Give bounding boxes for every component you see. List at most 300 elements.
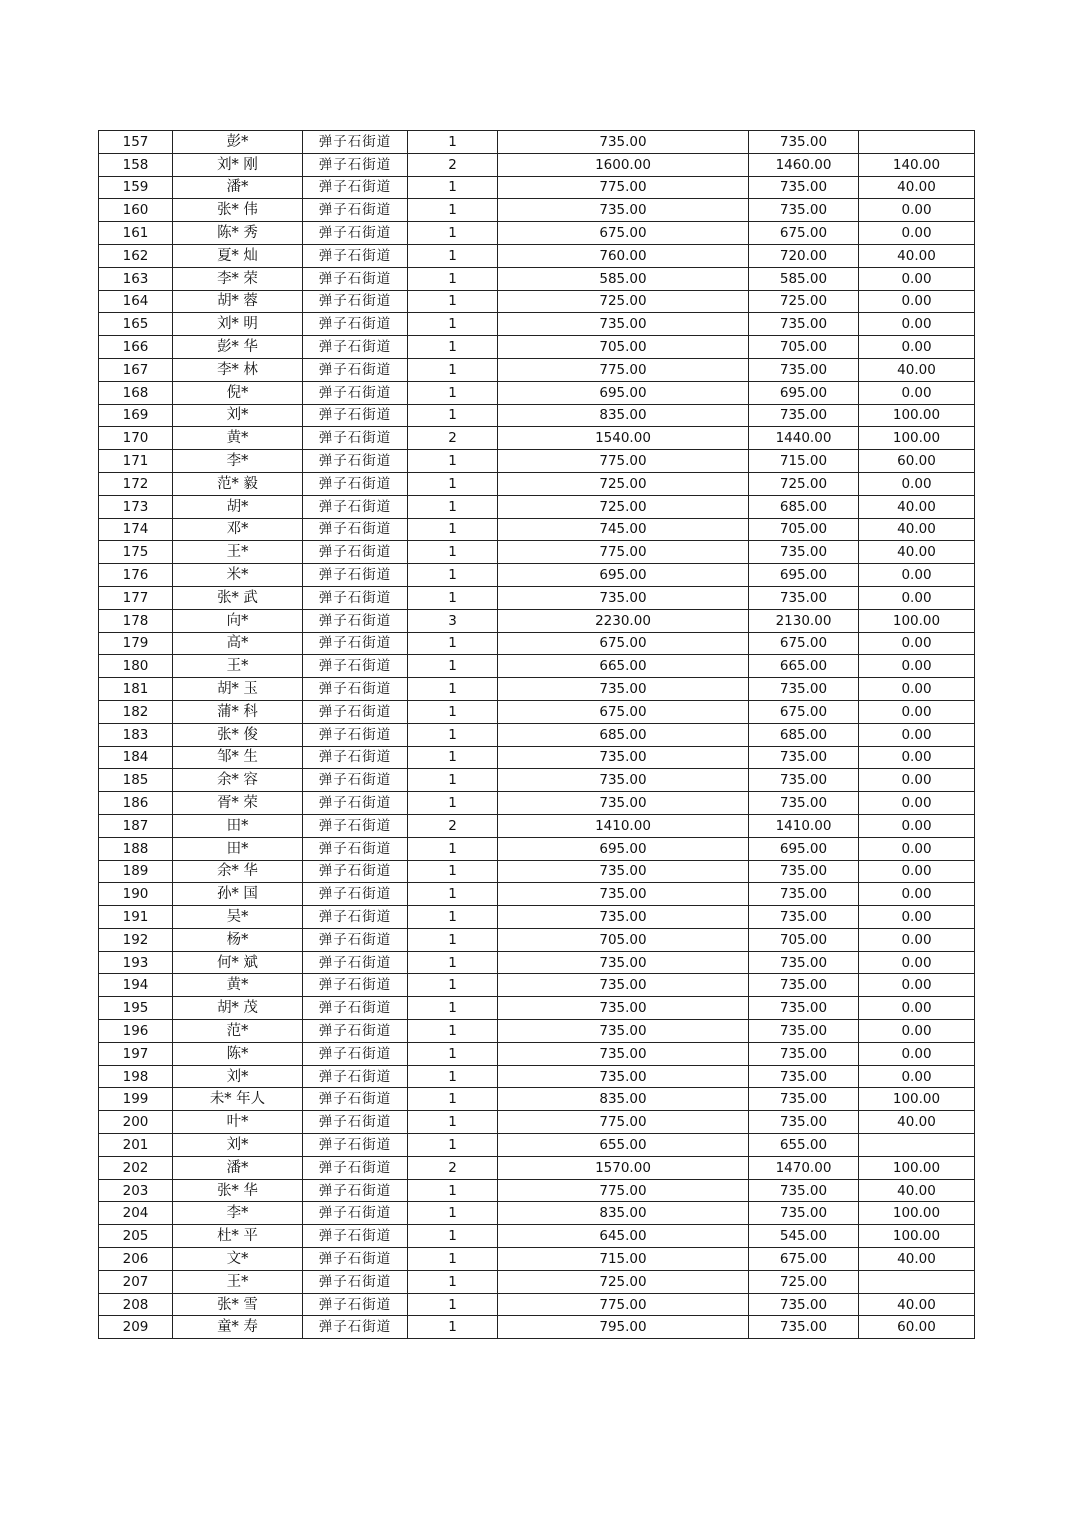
difference-amount-cell: 0.00 <box>859 267 975 290</box>
resident-name-cell: 李* 荣 <box>173 267 303 290</box>
resident-name-cell: 刘* 明 <box>173 313 303 336</box>
street-name-cell: 弹子石街道 <box>303 1111 408 1134</box>
row-number-cell: 202 <box>99 1156 173 1179</box>
difference-amount-cell: 40.00 <box>859 518 975 541</box>
resident-name-cell: 刘* <box>173 404 303 427</box>
total-amount-cell: 735.00 <box>498 746 749 769</box>
street-name-cell: 弹子石街道 <box>303 951 408 974</box>
resident-name-cell: 刘* <box>173 1065 303 1088</box>
total-amount-cell: 835.00 <box>498 1202 749 1225</box>
row-number-cell: 187 <box>99 814 173 837</box>
row-number-cell: 176 <box>99 564 173 587</box>
household-count-cell: 1 <box>408 244 498 267</box>
total-amount-cell: 835.00 <box>498 1088 749 1111</box>
household-count-cell: 1 <box>408 906 498 929</box>
row-number-cell: 169 <box>99 404 173 427</box>
row-number-cell: 192 <box>99 928 173 951</box>
row-number-cell: 195 <box>99 997 173 1020</box>
difference-amount-cell: 0.00 <box>859 928 975 951</box>
standard-amount-cell: 735.00 <box>749 1042 859 1065</box>
total-amount-cell: 2230.00 <box>498 609 749 632</box>
total-amount-cell: 1600.00 <box>498 153 749 176</box>
household-count-cell: 1 <box>408 655 498 678</box>
resident-name-cell: 潘* <box>173 176 303 199</box>
resident-name-cell: 叶* <box>173 1111 303 1134</box>
street-name-cell: 弹子石街道 <box>303 267 408 290</box>
row-number-cell: 185 <box>99 769 173 792</box>
standard-amount-cell: 735.00 <box>749 1179 859 1202</box>
total-amount-cell: 735.00 <box>498 951 749 974</box>
household-count-cell: 1 <box>408 267 498 290</box>
standard-amount-cell: 685.00 <box>749 723 859 746</box>
household-count-cell: 1 <box>408 450 498 473</box>
table-body <box>99 131 975 1339</box>
household-count-cell: 1 <box>408 746 498 769</box>
difference-amount-cell <box>859 131 975 154</box>
household-count-cell: 1 <box>408 678 498 701</box>
table-row <box>99 974 975 997</box>
standard-amount-cell: 735.00 <box>749 131 859 154</box>
resident-name-cell: 童* 寿 <box>173 1316 303 1339</box>
difference-amount-cell: 0.00 <box>859 906 975 929</box>
standard-amount-cell: 735.00 <box>749 997 859 1020</box>
difference-amount-cell: 40.00 <box>859 1293 975 1316</box>
row-number-cell: 159 <box>99 176 173 199</box>
street-name-cell: 弹子石街道 <box>303 153 408 176</box>
resident-name-cell: 黄* <box>173 974 303 997</box>
resident-name-cell: 范* <box>173 1020 303 1043</box>
household-count-cell: 1 <box>408 860 498 883</box>
household-count-cell: 1 <box>408 632 498 655</box>
street-name-cell: 弹子石街道 <box>303 564 408 587</box>
table-row <box>99 678 975 701</box>
street-name-cell: 弹子石街道 <box>303 1270 408 1293</box>
total-amount-cell: 735.00 <box>498 1065 749 1088</box>
total-amount-cell: 685.00 <box>498 723 749 746</box>
table-row <box>99 1202 975 1225</box>
total-amount-cell: 745.00 <box>498 518 749 541</box>
street-name-cell: 弹子石街道 <box>303 131 408 154</box>
table-row <box>99 632 975 655</box>
standard-amount-cell: 725.00 <box>749 290 859 313</box>
street-name-cell: 弹子石街道 <box>303 336 408 359</box>
household-count-cell: 3 <box>408 609 498 632</box>
row-number-cell: 170 <box>99 427 173 450</box>
street-name-cell: 弹子石街道 <box>303 1293 408 1316</box>
street-name-cell: 弹子石街道 <box>303 860 408 883</box>
street-name-cell: 弹子石街道 <box>303 358 408 381</box>
standard-amount-cell: 705.00 <box>749 336 859 359</box>
household-count-cell: 2 <box>408 1156 498 1179</box>
resident-name-cell: 胡* 茂 <box>173 997 303 1020</box>
standard-amount-cell: 715.00 <box>749 450 859 473</box>
table-row <box>99 609 975 632</box>
total-amount-cell: 775.00 <box>498 541 749 564</box>
table-row <box>99 199 975 222</box>
total-amount-cell: 675.00 <box>498 700 749 723</box>
table-row <box>99 1316 975 1339</box>
household-count-cell: 1 <box>408 1293 498 1316</box>
row-number-cell: 201 <box>99 1134 173 1157</box>
total-amount-cell: 665.00 <box>498 655 749 678</box>
difference-amount-cell <box>859 1270 975 1293</box>
standard-amount-cell: 705.00 <box>749 928 859 951</box>
standard-amount-cell: 2130.00 <box>749 609 859 632</box>
row-number-cell: 188 <box>99 837 173 860</box>
difference-amount-cell: 0.00 <box>859 1065 975 1088</box>
row-number-cell: 172 <box>99 472 173 495</box>
standard-amount-cell: 1440.00 <box>749 427 859 450</box>
standard-amount-cell: 1470.00 <box>749 1156 859 1179</box>
table-row <box>99 1065 975 1088</box>
resident-name-cell: 胡* 玉 <box>173 678 303 701</box>
table-row <box>99 541 975 564</box>
difference-amount-cell: 0.00 <box>859 792 975 815</box>
total-amount-cell: 725.00 <box>498 472 749 495</box>
street-name-cell: 弹子石街道 <box>303 700 408 723</box>
household-count-cell: 1 <box>408 1065 498 1088</box>
table-row <box>99 1042 975 1065</box>
row-number-cell: 204 <box>99 1202 173 1225</box>
household-count-cell: 1 <box>408 792 498 815</box>
total-amount-cell: 705.00 <box>498 336 749 359</box>
street-name-cell: 弹子石街道 <box>303 586 408 609</box>
table-row <box>99 153 975 176</box>
standard-amount-cell: 735.00 <box>749 974 859 997</box>
difference-amount-cell: 40.00 <box>859 176 975 199</box>
row-number-cell: 168 <box>99 381 173 404</box>
household-count-cell: 1 <box>408 997 498 1020</box>
row-number-cell: 165 <box>99 313 173 336</box>
table-row <box>99 769 975 792</box>
resident-name-cell: 倪* <box>173 381 303 404</box>
total-amount-cell: 725.00 <box>498 495 749 518</box>
table-row <box>99 951 975 974</box>
total-amount-cell: 775.00 <box>498 358 749 381</box>
row-number-cell: 209 <box>99 1316 173 1339</box>
standard-amount-cell: 735.00 <box>749 951 859 974</box>
row-number-cell: 193 <box>99 951 173 974</box>
row-number-cell: 158 <box>99 153 173 176</box>
table-row <box>99 222 975 245</box>
street-name-cell: 弹子石街道 <box>303 1179 408 1202</box>
row-number-cell: 189 <box>99 860 173 883</box>
total-amount-cell: 775.00 <box>498 1293 749 1316</box>
street-name-cell: 弹子石街道 <box>303 1248 408 1271</box>
household-count-cell: 1 <box>408 1111 498 1134</box>
household-count-cell: 1 <box>408 495 498 518</box>
household-count-cell: 1 <box>408 564 498 587</box>
resident-name-cell: 张* 华 <box>173 1179 303 1202</box>
row-number-cell: 161 <box>99 222 173 245</box>
street-name-cell: 弹子石街道 <box>303 746 408 769</box>
row-number-cell: 166 <box>99 336 173 359</box>
household-count-cell: 1 <box>408 1088 498 1111</box>
street-name-cell: 弹子石街道 <box>303 381 408 404</box>
table-row <box>99 586 975 609</box>
row-number-cell: 196 <box>99 1020 173 1043</box>
resident-name-cell: 张* 俊 <box>173 723 303 746</box>
difference-amount-cell: 0.00 <box>859 290 975 313</box>
table-row <box>99 883 975 906</box>
total-amount-cell: 705.00 <box>498 928 749 951</box>
total-amount-cell: 585.00 <box>498 267 749 290</box>
standard-amount-cell: 735.00 <box>749 678 859 701</box>
row-number-cell: 173 <box>99 495 173 518</box>
total-amount-cell: 675.00 <box>498 632 749 655</box>
resident-name-cell: 刘* 刚 <box>173 153 303 176</box>
difference-amount-cell: 0.00 <box>859 632 975 655</box>
table-row <box>99 313 975 336</box>
table-row <box>99 244 975 267</box>
street-name-cell: 弹子石街道 <box>303 928 408 951</box>
household-count-cell: 1 <box>408 358 498 381</box>
street-name-cell: 弹子石街道 <box>303 244 408 267</box>
difference-amount-cell: 0.00 <box>859 723 975 746</box>
street-name-cell: 弹子石街道 <box>303 427 408 450</box>
household-count-cell: 1 <box>408 1202 498 1225</box>
resident-name-cell: 未* 年人 <box>173 1088 303 1111</box>
total-amount-cell: 775.00 <box>498 1111 749 1134</box>
total-amount-cell: 695.00 <box>498 381 749 404</box>
standard-amount-cell: 735.00 <box>749 313 859 336</box>
table-row <box>99 906 975 929</box>
difference-amount-cell: 0.00 <box>859 837 975 860</box>
standard-amount-cell: 695.00 <box>749 837 859 860</box>
household-count-cell: 2 <box>408 153 498 176</box>
total-amount-cell: 735.00 <box>498 997 749 1020</box>
table-row <box>99 928 975 951</box>
household-count-cell: 1 <box>408 176 498 199</box>
difference-amount-cell: 0.00 <box>859 381 975 404</box>
total-amount-cell: 735.00 <box>498 974 749 997</box>
street-name-cell: 弹子石街道 <box>303 997 408 1020</box>
resident-name-cell: 田* <box>173 814 303 837</box>
resident-name-cell: 杜* 平 <box>173 1225 303 1248</box>
difference-amount-cell: 0.00 <box>859 951 975 974</box>
street-name-cell: 弹子石街道 <box>303 792 408 815</box>
standard-amount-cell: 735.00 <box>749 1065 859 1088</box>
household-count-cell: 1 <box>408 541 498 564</box>
row-number-cell: 198 <box>99 1065 173 1088</box>
resident-name-cell: 胡* <box>173 495 303 518</box>
row-number-cell: 160 <box>99 199 173 222</box>
total-amount-cell: 725.00 <box>498 1270 749 1293</box>
table-row <box>99 792 975 815</box>
total-amount-cell: 715.00 <box>498 1248 749 1271</box>
standard-amount-cell: 735.00 <box>749 860 859 883</box>
resident-name-cell: 胡* 蓉 <box>173 290 303 313</box>
difference-amount-cell: 40.00 <box>859 541 975 564</box>
household-count-cell: 1 <box>408 928 498 951</box>
difference-amount-cell: 0.00 <box>859 1042 975 1065</box>
table-row <box>99 1156 975 1179</box>
standard-amount-cell: 735.00 <box>749 792 859 815</box>
resident-name-cell: 邹* 生 <box>173 746 303 769</box>
resident-name-cell: 范* 毅 <box>173 472 303 495</box>
standard-amount-cell: 735.00 <box>749 1020 859 1043</box>
standard-amount-cell: 725.00 <box>749 1270 859 1293</box>
household-count-cell: 1 <box>408 1179 498 1202</box>
table-row <box>99 472 975 495</box>
total-amount-cell: 775.00 <box>498 1179 749 1202</box>
total-amount-cell: 735.00 <box>498 860 749 883</box>
resident-name-cell: 陈* 秀 <box>173 222 303 245</box>
resident-name-cell: 彭* <box>173 131 303 154</box>
resident-name-cell: 向* <box>173 609 303 632</box>
difference-amount-cell: 100.00 <box>859 1225 975 1248</box>
standard-amount-cell: 1460.00 <box>749 153 859 176</box>
difference-amount-cell: 0.00 <box>859 678 975 701</box>
street-name-cell: 弹子石街道 <box>303 814 408 837</box>
street-name-cell: 弹子石街道 <box>303 1020 408 1043</box>
difference-amount-cell: 100.00 <box>859 404 975 427</box>
total-amount-cell: 695.00 <box>498 837 749 860</box>
table-row <box>99 131 975 154</box>
row-number-cell: 177 <box>99 586 173 609</box>
street-name-cell: 弹子石街道 <box>303 199 408 222</box>
difference-amount-cell: 0.00 <box>859 700 975 723</box>
household-count-cell: 1 <box>408 1316 498 1339</box>
table-row <box>99 290 975 313</box>
standard-amount-cell: 675.00 <box>749 1248 859 1271</box>
standard-amount-cell: 705.00 <box>749 518 859 541</box>
standard-amount-cell: 695.00 <box>749 564 859 587</box>
difference-amount-cell: 0.00 <box>859 860 975 883</box>
street-name-cell: 弹子石街道 <box>303 1065 408 1088</box>
total-amount-cell: 735.00 <box>498 883 749 906</box>
row-number-cell: 206 <box>99 1248 173 1271</box>
difference-amount-cell: 0.00 <box>859 1020 975 1043</box>
row-number-cell: 208 <box>99 1293 173 1316</box>
household-count-cell: 1 <box>408 336 498 359</box>
row-number-cell: 175 <box>99 541 173 564</box>
standard-amount-cell: 675.00 <box>749 222 859 245</box>
row-number-cell: 181 <box>99 678 173 701</box>
resident-name-cell: 吴* <box>173 906 303 929</box>
household-count-cell: 1 <box>408 837 498 860</box>
table-row <box>99 1293 975 1316</box>
total-amount-cell: 735.00 <box>498 678 749 701</box>
street-name-cell: 弹子石街道 <box>303 883 408 906</box>
difference-amount-cell: 40.00 <box>859 1179 975 1202</box>
difference-amount-cell: 0.00 <box>859 883 975 906</box>
street-name-cell: 弹子石街道 <box>303 655 408 678</box>
difference-amount-cell: 0.00 <box>859 746 975 769</box>
household-count-cell: 1 <box>408 1134 498 1157</box>
allowance-table <box>98 130 975 1339</box>
street-name-cell: 弹子石街道 <box>303 1316 408 1339</box>
standard-amount-cell: 735.00 <box>749 883 859 906</box>
difference-amount-cell: 60.00 <box>859 450 975 473</box>
table-row <box>99 381 975 404</box>
table-row <box>99 267 975 290</box>
standard-amount-cell: 735.00 <box>749 746 859 769</box>
resident-name-cell: 王* <box>173 541 303 564</box>
difference-amount-cell: 0.00 <box>859 997 975 1020</box>
resident-name-cell: 孙* 国 <box>173 883 303 906</box>
total-amount-cell: 735.00 <box>498 199 749 222</box>
household-count-cell: 1 <box>408 518 498 541</box>
street-name-cell: 弹子石街道 <box>303 472 408 495</box>
row-number-cell: 186 <box>99 792 173 815</box>
household-count-cell: 1 <box>408 472 498 495</box>
street-name-cell: 弹子石街道 <box>303 404 408 427</box>
street-name-cell: 弹子石街道 <box>303 1225 408 1248</box>
difference-amount-cell: 100.00 <box>859 609 975 632</box>
table-row <box>99 495 975 518</box>
row-number-cell: 200 <box>99 1111 173 1134</box>
household-count-cell: 1 <box>408 1225 498 1248</box>
row-number-cell: 167 <box>99 358 173 381</box>
table-row <box>99 723 975 746</box>
table-row <box>99 427 975 450</box>
standard-amount-cell: 735.00 <box>749 586 859 609</box>
table-row <box>99 1088 975 1111</box>
row-number-cell: 190 <box>99 883 173 906</box>
row-number-cell: 183 <box>99 723 173 746</box>
total-amount-cell: 1540.00 <box>498 427 749 450</box>
street-name-cell: 弹子石街道 <box>303 1088 408 1111</box>
table-row <box>99 1179 975 1202</box>
standard-amount-cell: 735.00 <box>749 358 859 381</box>
street-name-cell: 弹子石街道 <box>303 1134 408 1157</box>
resident-name-cell: 李* 林 <box>173 358 303 381</box>
total-amount-cell: 735.00 <box>498 792 749 815</box>
resident-name-cell: 张* 伟 <box>173 199 303 222</box>
table-row <box>99 1270 975 1293</box>
household-count-cell: 2 <box>408 814 498 837</box>
difference-amount-cell: 0.00 <box>859 222 975 245</box>
table-row <box>99 518 975 541</box>
difference-amount-cell <box>859 1134 975 1157</box>
difference-amount-cell: 100.00 <box>859 427 975 450</box>
household-count-cell: 1 <box>408 1248 498 1271</box>
table-row <box>99 336 975 359</box>
table-row <box>99 450 975 473</box>
street-name-cell: 弹子石街道 <box>303 290 408 313</box>
total-amount-cell: 775.00 <box>498 450 749 473</box>
total-amount-cell: 775.00 <box>498 176 749 199</box>
household-count-cell: 1 <box>408 769 498 792</box>
total-amount-cell: 735.00 <box>498 1042 749 1065</box>
resident-name-cell: 米* <box>173 564 303 587</box>
row-number-cell: 164 <box>99 290 173 313</box>
standard-amount-cell: 585.00 <box>749 267 859 290</box>
household-count-cell: 1 <box>408 951 498 974</box>
household-count-cell: 1 <box>408 700 498 723</box>
total-amount-cell: 835.00 <box>498 404 749 427</box>
street-name-cell: 弹子石街道 <box>303 837 408 860</box>
difference-amount-cell: 140.00 <box>859 153 975 176</box>
street-name-cell: 弹子石街道 <box>303 541 408 564</box>
resident-name-cell: 何* 斌 <box>173 951 303 974</box>
allowance-table-sheet <box>98 130 974 1339</box>
resident-name-cell: 张* 武 <box>173 586 303 609</box>
difference-amount-cell: 0.00 <box>859 769 975 792</box>
row-number-cell: 205 <box>99 1225 173 1248</box>
total-amount-cell: 735.00 <box>498 1020 749 1043</box>
street-name-cell: 弹子石街道 <box>303 609 408 632</box>
row-number-cell: 180 <box>99 655 173 678</box>
household-count-cell: 1 <box>408 313 498 336</box>
difference-amount-cell: 40.00 <box>859 1248 975 1271</box>
difference-amount-cell: 0.00 <box>859 974 975 997</box>
resident-name-cell: 蒲* 科 <box>173 700 303 723</box>
table-row <box>99 746 975 769</box>
table-row <box>99 814 975 837</box>
standard-amount-cell: 735.00 <box>749 199 859 222</box>
